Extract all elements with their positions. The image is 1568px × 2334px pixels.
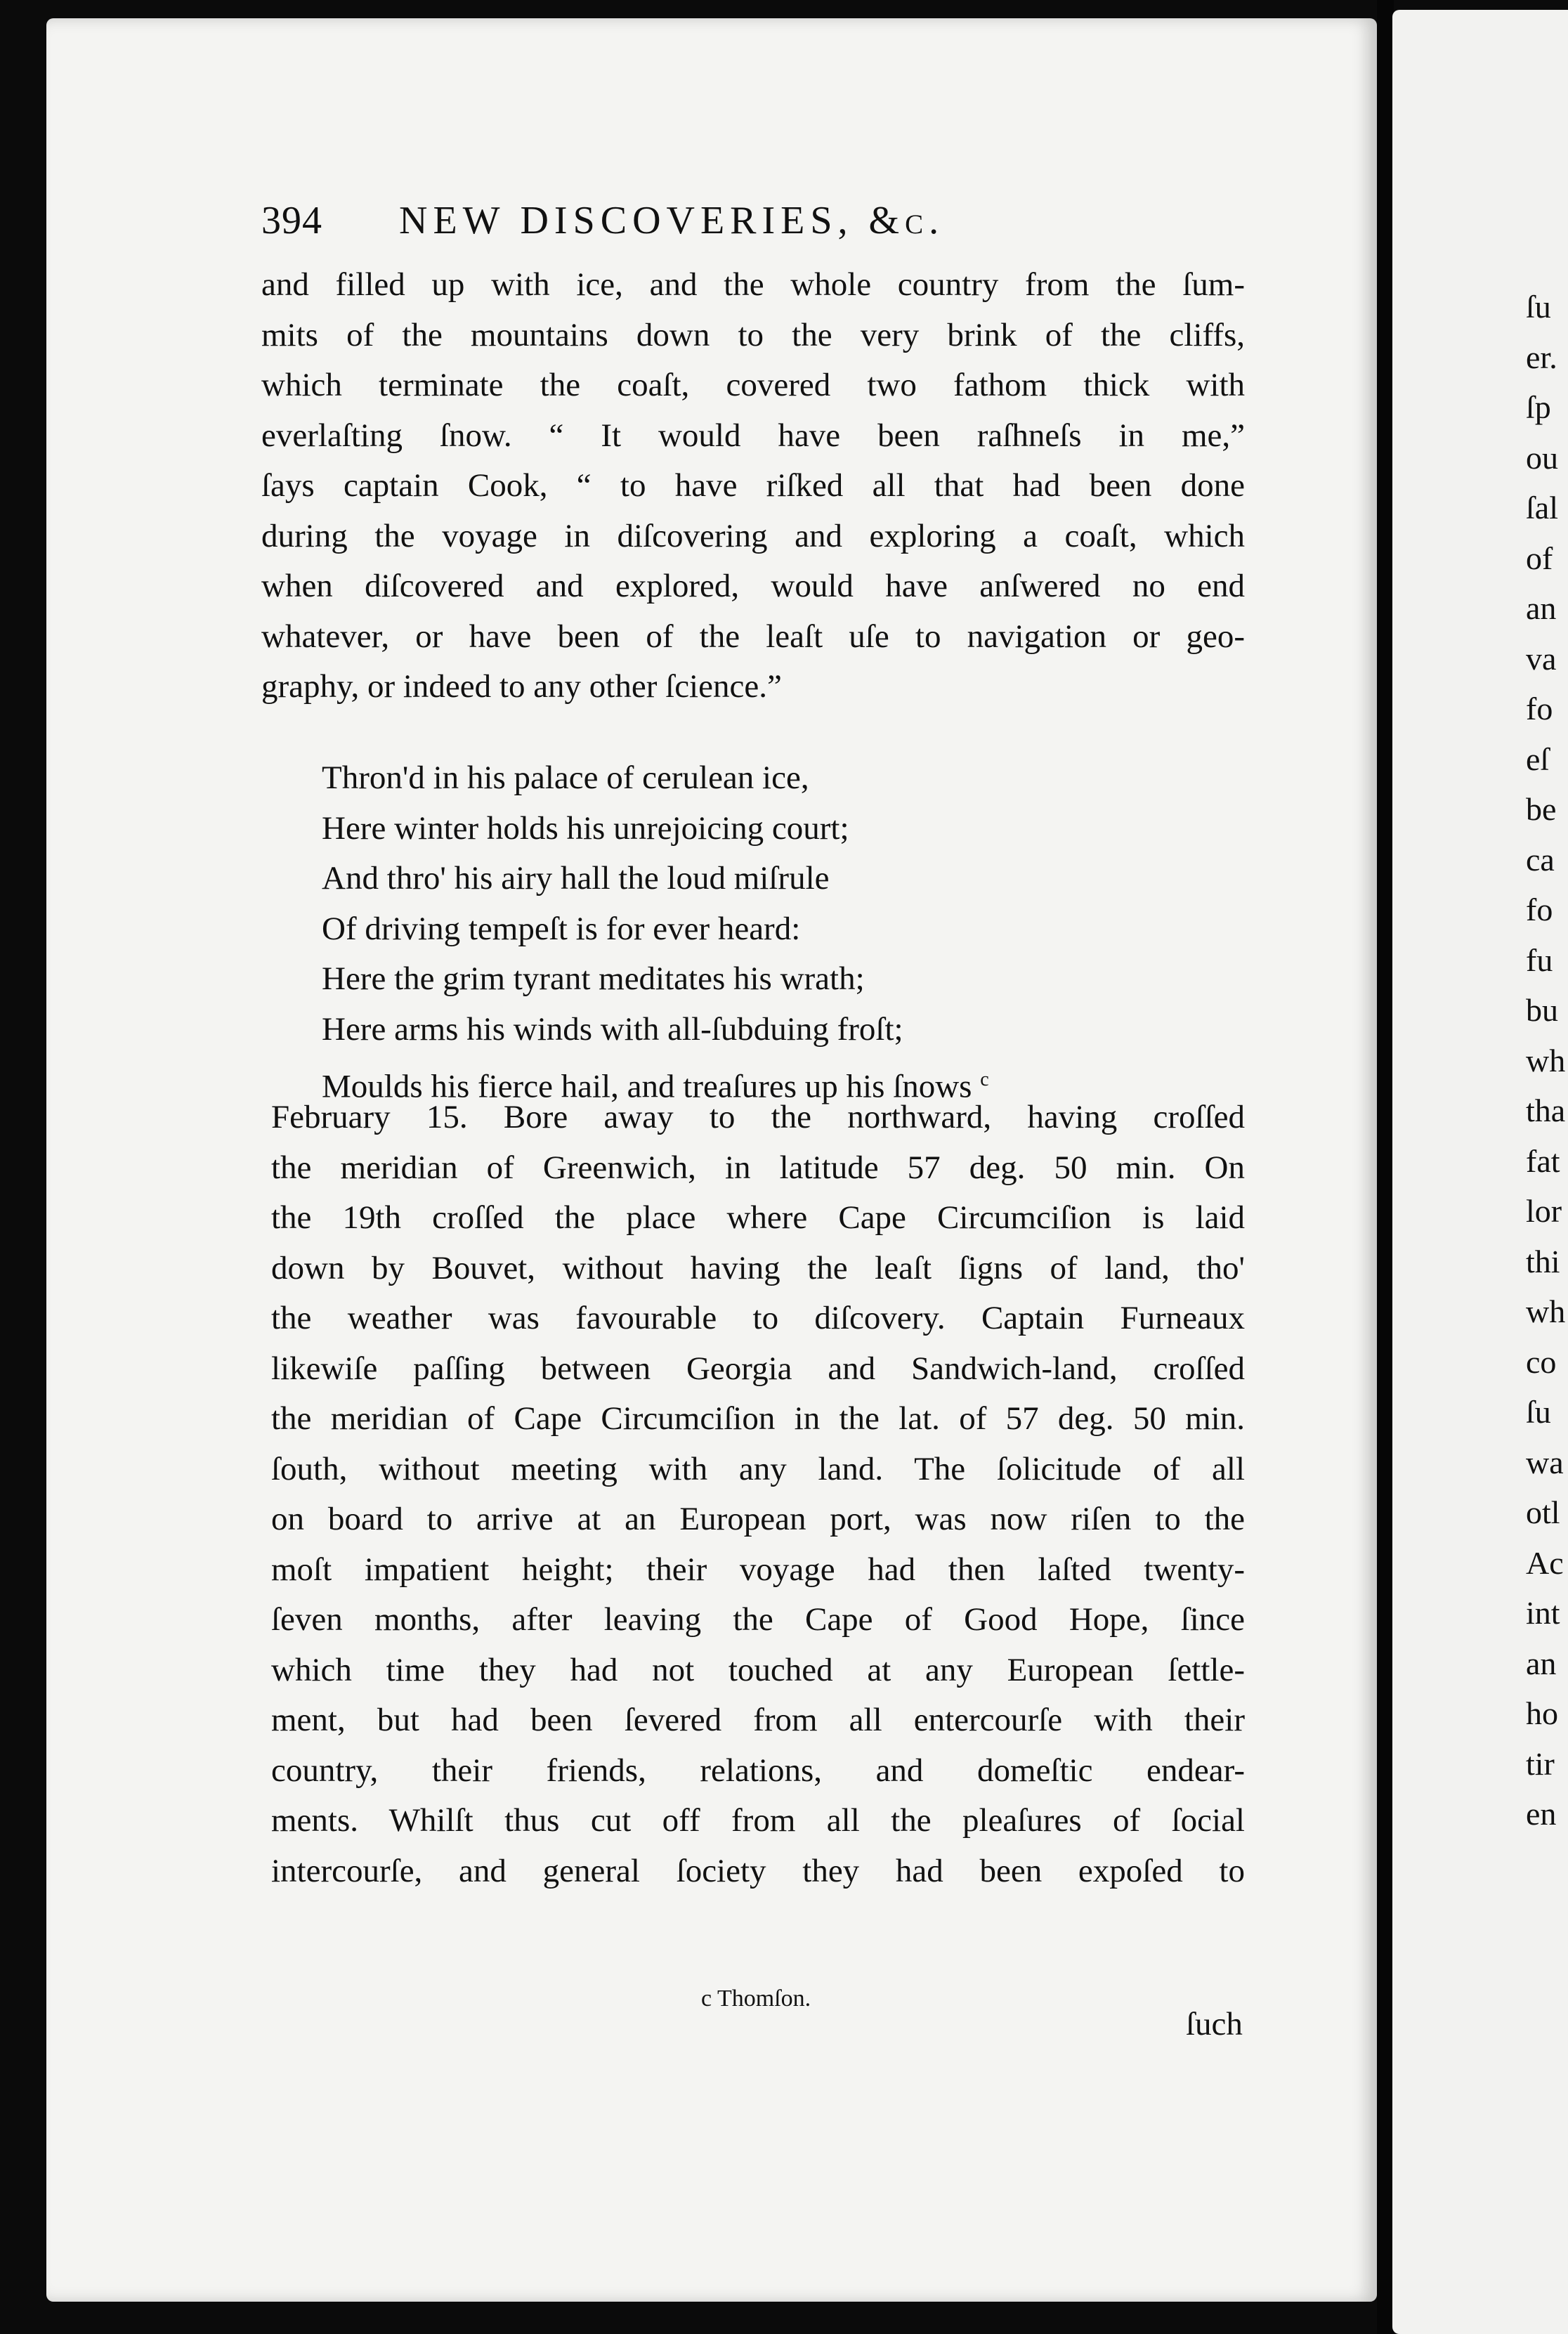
text-line: likewiſe paſſing between Georgia and Sandwich-land, croſſed — [271, 1350, 1245, 1387]
facing-page-fragment: fat — [1526, 1142, 1560, 1179]
verse-quotation — [322, 753, 1235, 1105]
text-line: ſeven months, after leaving the Cape of Good Hope, ſince — [271, 1601, 1245, 1638]
paragraph-1 — [261, 260, 1245, 712]
footnote-mark: c — [980, 1069, 989, 1090]
facing-page-fragment: eſ — [1526, 741, 1550, 777]
facing-page-fragment: ſal — [1526, 490, 1558, 526]
verse-line-text: Moulds his fierce hail, and treaſures up his ſnows — [322, 1068, 972, 1105]
facing-page-fragment: ſp — [1526, 389, 1551, 425]
facing-page-fragment: wh — [1526, 1042, 1566, 1078]
facing-page-fragment: Ac — [1526, 1544, 1564, 1581]
verse-line: Here arms his winds with all-ſubduing froſt; — [322, 1010, 903, 1048]
verse-line: And thro' his airy hall the loud miſrule — [322, 860, 830, 897]
verse-line: Here winter holds his unrejoicing court; — [322, 809, 849, 847]
text-line: during the voyage in diſcovering and exploring a coaſt, which — [261, 517, 1245, 554]
text-line: the weather was favourable to diſcovery. Captain Furneaux — [271, 1300, 1245, 1336]
text-line: ſays captain Cook, “ to have riſked all that had been done — [261, 467, 1245, 504]
text-line: and filled up with ice, and the whole country from the ſum- — [261, 266, 1245, 303]
facing-page-fragment: ſu — [1526, 1394, 1551, 1430]
facing-page-fragment: tha — [1526, 1093, 1566, 1128]
running-title: NEW DISCOVERIES, &c. — [399, 199, 945, 242]
facing-page-fragment: an — [1526, 590, 1557, 626]
verse-line: Here the grim tyrant meditates his wrath; — [322, 960, 865, 997]
facing-page-fragment: tir — [1526, 1745, 1555, 1782]
page-gutter — [1377, 0, 1394, 2334]
text-line: intercourſe, and general ſociety they had been expoſed to — [271, 1852, 1245, 1889]
facing-page-fragment: bu — [1526, 992, 1558, 1028]
facing-page-fragment: ou — [1526, 439, 1558, 476]
facing-page-fragment: co — [1526, 1343, 1557, 1380]
facing-page-fragment: fo — [1526, 691, 1553, 726]
text-line: graphy, or indeed to any other ſcience.” — [261, 668, 782, 705]
text-line: down by Bouvet, without having the leaſt ſigns of land, tho' — [271, 1249, 1245, 1286]
facing-page-fragment: en — [1526, 1796, 1557, 1832]
facing-page-fragment: be — [1526, 791, 1557, 827]
facing-page-fragment: ca — [1526, 841, 1555, 878]
facing-page-fragment: otl — [1526, 1494, 1560, 1530]
text-line: ſouth, without meeting with any land. The ſolicitude of all — [271, 1450, 1245, 1487]
text-line: country, their friends, relations, and domeſtic endear- — [271, 1752, 1245, 1789]
facing-page-fragment: er. — [1526, 339, 1557, 375]
text-line: mits of the mountains down to the very brink of the cliffs, — [261, 316, 1245, 353]
facing-page-fragment: ſu — [1526, 289, 1551, 325]
text-line: the meridian of Greenwich, in latitude 57 deg. 50 min. On — [271, 1149, 1245, 1186]
text-line: whatever, or have been of the leaſt uſe to navigation or geo- — [261, 618, 1245, 655]
verse-line: Of driving tempeſt is for ever heard: — [322, 910, 801, 947]
facing-page-fragment: fu — [1526, 941, 1553, 978]
text-line: moſt impatient height; their voyage had then laſted twenty- — [271, 1551, 1245, 1588]
verse-line: Thron'd in his palace of cerulean ice, — [322, 759, 809, 796]
text-line: the meridian of Cape Circumciſion in the lat. of 57 deg. 50 min. — [271, 1400, 1245, 1437]
facing-page-fragment: lor — [1526, 1193, 1562, 1229]
facing-page — [1392, 10, 1568, 2334]
facing-page-fragment: an — [1526, 1645, 1557, 1681]
facing-page-fragment: ho — [1526, 1695, 1558, 1731]
text-line: February 15. Bore away to the northward, having croſſed — [271, 1099, 1245, 1135]
text-line: everlaſting ſnow. “ It would have been raſhneſs in me,” — [261, 417, 1245, 454]
facing-page-fragment: wa — [1526, 1444, 1564, 1480]
facing-page-fragment: wh — [1526, 1293, 1566, 1329]
footnote: c Thomſon. — [701, 1986, 811, 2012]
text-line: when diſcovered and explored, would have anſwered no end — [261, 568, 1245, 604]
page-header — [261, 198, 1245, 247]
facing-page-fragment: of — [1526, 540, 1553, 576]
text-line: ment, but had been ſevered from all entercourſe with their — [271, 1702, 1245, 1738]
text-line: ments. Whilſt thus cut off from all the pleaſures of ſocial — [271, 1802, 1245, 1839]
catchword: ſuch — [1186, 2006, 1243, 2042]
text-line: the 19th croſſed the place where Cape Circumciſion is laid — [271, 1199, 1245, 1236]
facing-page-fragment: int — [1526, 1595, 1560, 1631]
paragraph-2 — [271, 1093, 1245, 1896]
facing-page-fragment: thi — [1526, 1243, 1560, 1279]
text-line: which time they had not touched at any European ſettle- — [271, 1651, 1245, 1688]
text-line: on board to arrive at an European port, was now riſen to the — [271, 1501, 1245, 1537]
text-line: which terminate the coaſt, covered two fathom thick with — [261, 367, 1245, 403]
page-number: 394 — [261, 199, 322, 242]
facing-page-fragment: fo — [1526, 892, 1553, 927]
facing-page-fragment: va — [1526, 640, 1557, 677]
